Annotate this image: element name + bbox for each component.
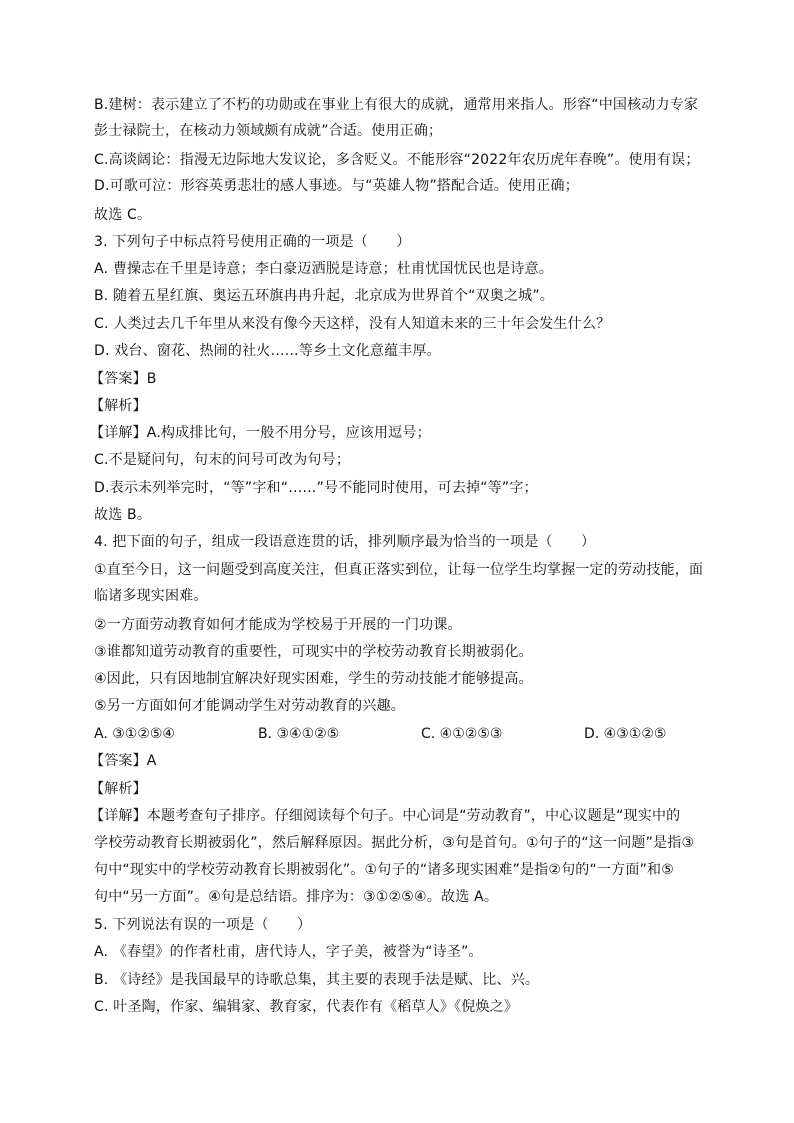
sentence-1: ①直至今日，这一问题受到高度关注，但真正落实到位，让每一位学生均掌握一定的劳动技能，面 <box>94 562 704 578</box>
question-5: 5. 下列说法有误的一项是（ ） <box>94 917 312 933</box>
sentence-5: ⑤另一方面如何才能调动学生对劳动教育的兴趣。 <box>94 698 405 714</box>
analysis-label: 【解析】 <box>90 398 147 414</box>
option-b: B. 随着五星红旗、奥运五环旗冉冉升起，北京成为世界首个“双奥之城”。 <box>94 288 555 304</box>
text-line: C.高谈阔论：指漫无边际地大发议论，多含贬义。不能形容“2022年农历虎年春晚”。使用有误； <box>94 152 700 168</box>
text-line: 句中“现实中的学校劳动教育长期被弱化”。①句子的“诸多现实困难”是指②句的“一方面”和⑤ <box>94 862 674 878</box>
option-d: D. 戏台、窗花、热闹的社火……等乡土文化意蕴丰厚。 <box>94 343 441 359</box>
text-line: 故选 C。 <box>94 207 152 223</box>
sentence-4: ④因此，只有因地制宜解决好现实困难，学生的劳动技能才能够提高。 <box>94 671 533 687</box>
text-line: 故选 B。 <box>94 507 152 523</box>
answer-label: 【答案】A <box>90 753 157 769</box>
answer-label: 【答案】B <box>90 371 157 387</box>
q4-option-c: C. ④①②⑤③ <box>421 726 503 742</box>
text-line: 临诸多现实困难。 <box>94 588 208 604</box>
text-line: B.建树：表示建立了不朽的功勋或在事业上有很大的成就，通常用来指人。形容“中国核动力专家 <box>94 97 699 113</box>
analysis-label: 【解析】 <box>90 781 147 797</box>
sentence-2: ②一方面劳动教育如何才能成为学校易于开展的一门功课。 <box>94 617 462 633</box>
question-3: 3. 下列句子中标点符号使用正确的一项是（ ） <box>94 234 411 250</box>
text-line: 学校劳动教育长期被弱化”，然后解释原因。据此分析，③句是首句。①句子的“这一问题”是指③ <box>94 835 695 851</box>
text-line: 彭士禄院士，在核动力领域颇有成就”合适。使用正确； <box>94 123 443 139</box>
option-a: A. 曹操志在千里是诗意；李白豪迈洒脱是诗意；杜甫忧国忧民也是诗意。 <box>94 261 554 277</box>
option-c: C. 叶圣陶，作家、编辑家、教育家，代表作有《稻草人》《倪焕之》 <box>94 999 519 1015</box>
text-line: D.表示未列举完时，“等”字和“……”号不能同时使用，可去掉“等”字； <box>94 480 538 496</box>
q4-option-b: B. ③④①②⑤ <box>258 726 340 742</box>
option-c: C. 人类过去几千年里从来没有像今天这样，没有人知道未来的三十年会发生什么？ <box>94 316 611 332</box>
q4-option-d: D. ④③①②⑤ <box>584 726 667 742</box>
sentence-3: ③谁都知道劳动教育的重要性，可现实中的学校劳动教育长期被弱化。 <box>94 644 533 660</box>
option-a: A. 《春望》的作者杜甫，唐代诗人，字子美，被誉为“诗圣”。 <box>94 944 483 960</box>
text-line: C.不是疑问句，句末的问号可改为句号； <box>94 452 351 468</box>
option-b: B. 《诗经》是我国最早的诗歌总集，其主要的表现手法是赋、比、兴。 <box>94 972 540 988</box>
text-line: D.可歌可泣：形容英勇悲壮的感人事迹。与“英雄人物”搭配合适。使用正确； <box>94 178 579 194</box>
detail-text: 【详解】本题考查句子排序。仔细阅读每个句子。中心词是“劳动教育”，中心议题是“现实中的 <box>90 808 681 824</box>
question-4: 4. 把下面的句子，组成一段语意连贯的话，排列顺序最为恰当的一项是（ ） <box>94 534 596 550</box>
detail-text: 【详解】A.构成排比句，一般不用分号，应该用逗号； <box>90 425 431 441</box>
q4-option-a: A. ③①②⑤④ <box>94 726 175 742</box>
text-line: 句中“另一方面”。④句是总结语。排序为：③①②⑤④。故选 A。 <box>94 889 499 905</box>
